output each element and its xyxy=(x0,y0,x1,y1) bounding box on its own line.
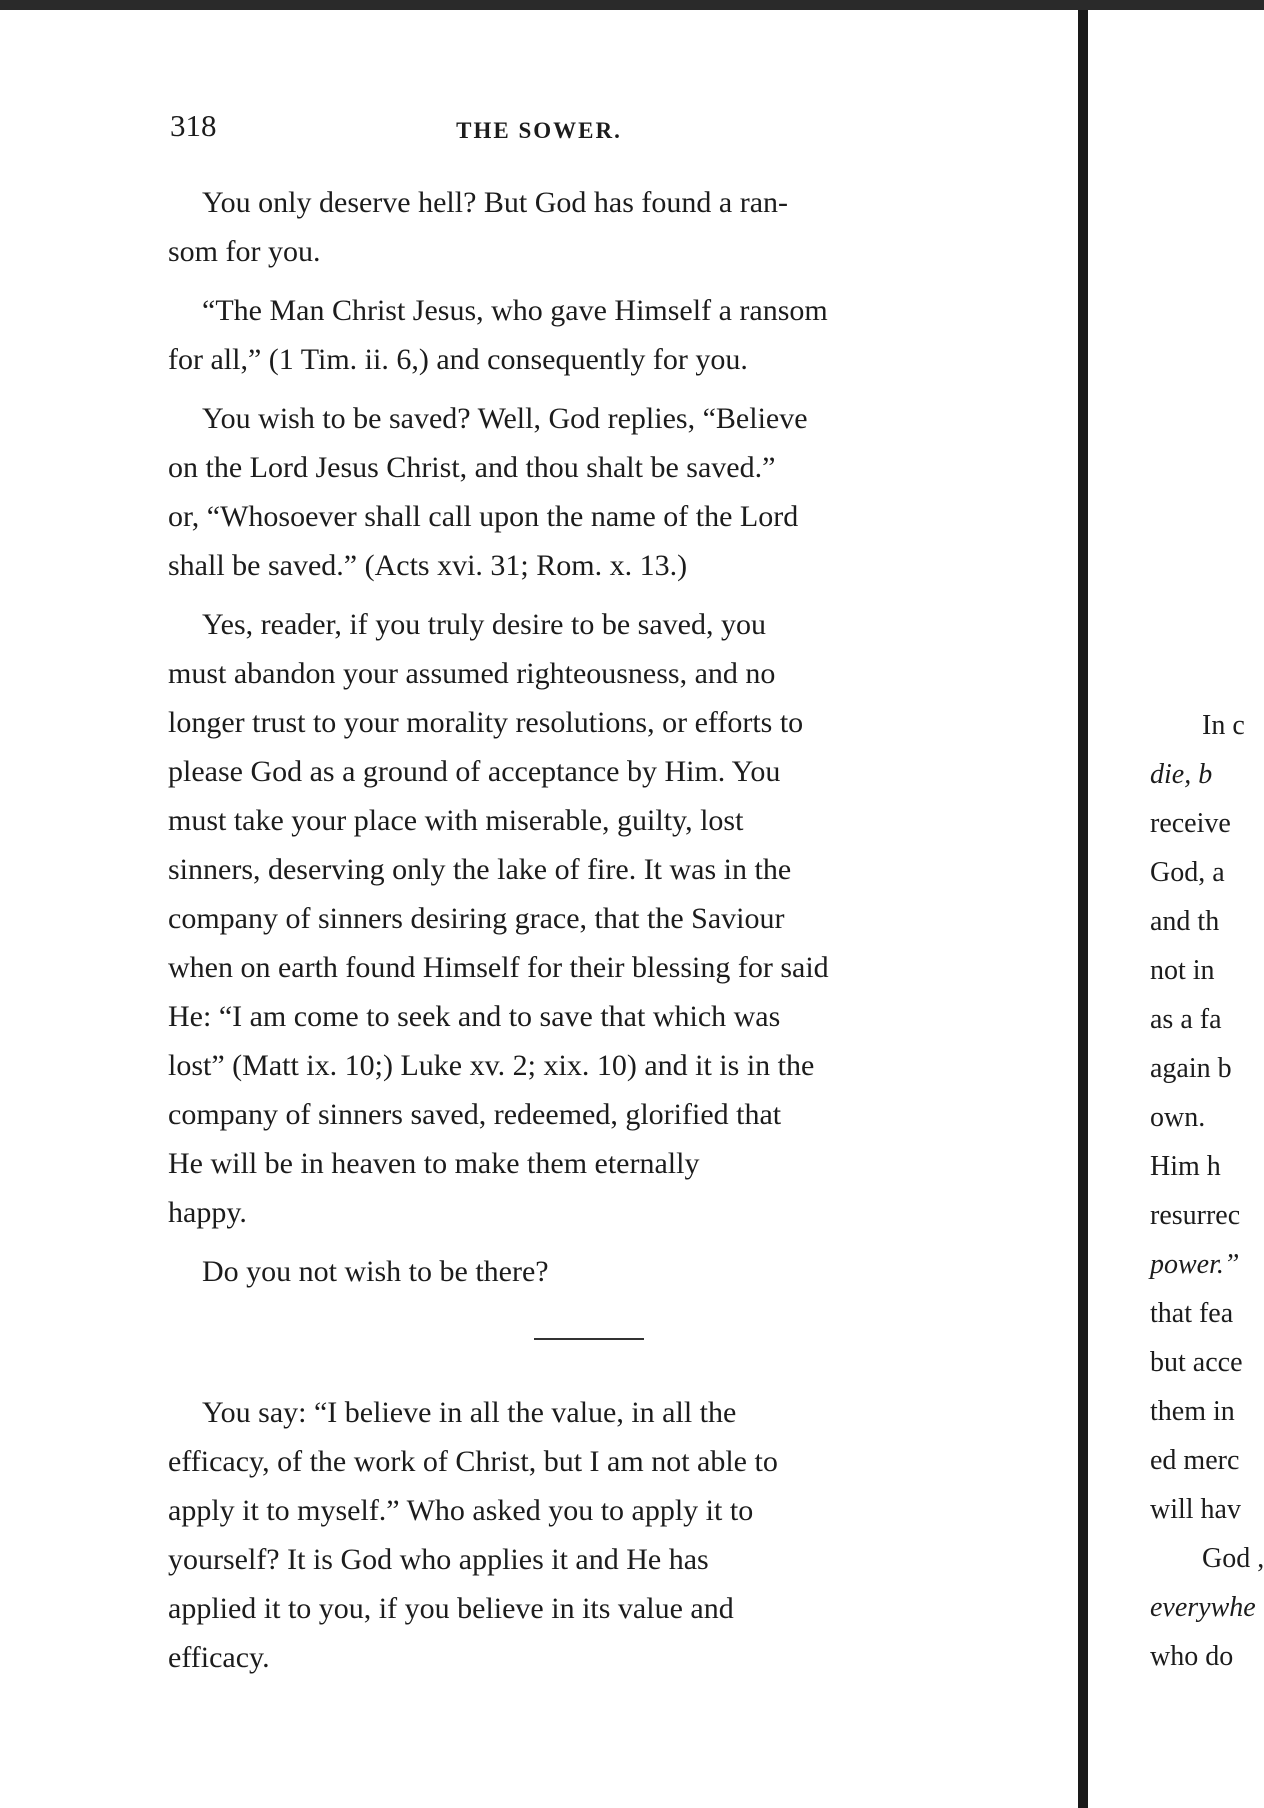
text-line: He: “I am come to seek and to save that which was xyxy=(168,1000,781,1033)
page-number: 318 xyxy=(170,108,217,143)
text-line: “The Man Christ Jesus, who gave Himself a ransom xyxy=(202,294,828,327)
text-line: Do you not wish to be there? xyxy=(202,1255,549,1288)
text-line: applied it to you, if you believe in its value and xyxy=(168,1592,734,1625)
text-line: for all,” (1 Tim. ii. 6,) and consequently for you. xyxy=(168,343,748,376)
fragment-line: power.” xyxy=(1150,1249,1240,1280)
fragment-line: own. xyxy=(1150,1102,1206,1133)
left-page xyxy=(0,10,1078,1808)
text-line: must abandon your assumed righteousness, and no xyxy=(168,657,776,690)
text-line: You wish to be saved? Well, God replies, “Believe xyxy=(202,402,808,435)
text-line: shall be saved.” (Acts xvi. 31; Rom. x. 13.) xyxy=(168,549,688,582)
fragment-line: Him h xyxy=(1150,1151,1221,1182)
text-line: or, “Whosoever shall call upon the name of the Lord xyxy=(168,500,799,533)
paragraph xyxy=(168,394,1020,590)
text-line: He will be in heaven to make them eternally xyxy=(168,1147,700,1180)
text-line: must take your place with miserable, guilty, lost xyxy=(168,804,744,837)
fragment-line: receive xyxy=(1150,808,1231,839)
fragment-line: again b xyxy=(1150,1053,1232,1084)
paragraph xyxy=(168,178,1020,276)
text-line: som for you. xyxy=(168,235,321,268)
text-line: longer trust to your morality resolutions, or efforts to xyxy=(168,706,804,739)
fragment-line: ed merc xyxy=(1150,1445,1240,1476)
text-line: yourself? It is God who applies it and He has xyxy=(168,1543,709,1576)
fragment-line: that fea xyxy=(1150,1298,1234,1329)
fragment-line: them in xyxy=(1150,1396,1235,1427)
text-line: apply it to myself.” Who asked you to apply it to xyxy=(168,1494,754,1527)
fragment-line: die, b xyxy=(1150,759,1213,790)
text-line: company of sinners saved, redeemed, glorified that xyxy=(168,1098,782,1131)
text-line: You say: “I believe in all the value, in all the xyxy=(202,1396,737,1429)
text-line: efficacy, of the work of Christ, but I am not able to xyxy=(168,1445,778,1478)
fragment-line: resurrec xyxy=(1150,1200,1241,1231)
fragment-line: everywhe xyxy=(1150,1592,1256,1623)
section-divider xyxy=(534,1338,644,1340)
fragment-line: not in xyxy=(1150,955,1215,986)
text-line: sinners, deserving only the lake of fire. It was in the xyxy=(168,853,792,886)
body-text xyxy=(168,178,1020,1682)
fragment-line: as a fa xyxy=(1150,1004,1222,1035)
text-line: happy. xyxy=(168,1196,247,1229)
text-line: lost” (Matt ix. 10;) Luke xv. 2; xix. 10) and it is in the xyxy=(168,1049,815,1082)
text-line: please God as a ground of acceptance by Him. You xyxy=(168,755,781,788)
text-line: Yes, reader, if you truly desire to be saved, you xyxy=(202,608,766,641)
book-gutter xyxy=(1078,10,1088,1808)
fragment-line: God, a xyxy=(1150,857,1225,888)
fragment-line: In c xyxy=(1202,710,1245,741)
text-line: company of sinners desiring grace, that the Saviour xyxy=(168,902,785,935)
fragment-line: and th xyxy=(1150,906,1220,937)
paragraph xyxy=(168,1247,1020,1296)
text-line: when on earth found Himself for their blessing for said xyxy=(168,951,829,984)
fragment-line: God , xyxy=(1202,1543,1264,1574)
fragment-line: who do xyxy=(1150,1641,1234,1672)
fragment-line: will hav xyxy=(1150,1494,1241,1525)
paragraph xyxy=(168,600,1020,1237)
right-page xyxy=(1088,10,1264,1808)
text-line: on the Lord Jesus Christ, and thou shalt be saved.” xyxy=(168,451,776,484)
right-page-fragments xyxy=(1150,710,1264,1690)
paragraph xyxy=(168,1388,1020,1682)
fragment-line: but acce xyxy=(1150,1347,1243,1378)
text-line: You only deserve hell? But God has found a ran- xyxy=(202,186,789,219)
scan-top-border xyxy=(0,0,1264,10)
text-line: efficacy. xyxy=(168,1641,270,1674)
paragraph xyxy=(168,286,1020,384)
running-head: THE SOWER. xyxy=(456,118,622,143)
